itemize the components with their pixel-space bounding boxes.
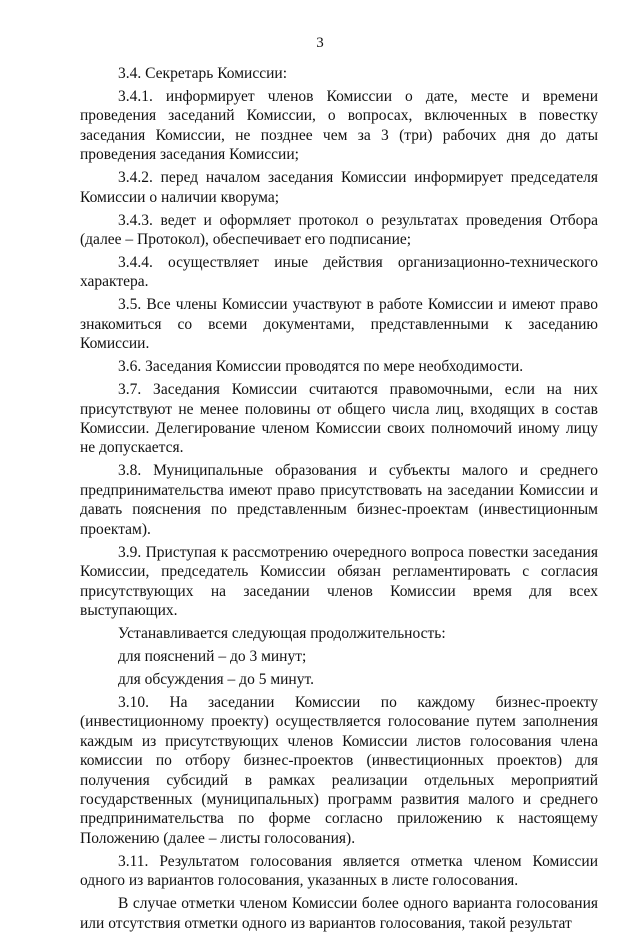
page-number: 3	[316, 35, 324, 51]
paragraph-duration-explanations: для пояснений – до 3 минут;	[118, 647, 307, 665]
paragraph-3-9: 3.9. Приступая к рассмотрению очередного вопроса повестки заседания Комиссии, председатель Комиссии обязан регламентировать с согласия присутствующих на заседании членов Комиссии время для всех выступающих.	[80, 543, 598, 619]
paragraph-3-11: 3.11. Результатом голосования является отметка членом Комиссии одного из вариантов голосования, указанных в листе голосования.	[80, 852, 598, 890]
paragraph-3-10: 3.10. На заседании Комиссии по каждому бизнес-проекту (инвестиционному проекту) осуществляется голосование путем заполнения каждым из присутствующих членов Комиссии листов голосования члена комиссии по отбору бизнес-проектов (инвестиционных проектов) для получения субсидий в рамках реализации отдельных мероприятий государственных (муниципальных) программ развития малого и среднего предпринимательства по форме согласно приложению к настоящему Положению (далее – листы голосования).	[80, 693, 598, 847]
paragraph-duration-discussion: для обсуждения – до 5 минут.	[118, 670, 314, 688]
paragraph-multiple-marks: В случае отметки членом Комиссии более одного варианта голосования или отсутствия отметки одного из вариантов голосования, такой результат	[80, 895, 598, 932]
paragraph-duration-intro: Устанавливается следующая продолжительность:	[118, 624, 446, 642]
paragraph-3-7: 3.7. Заседания Комиссии считаются правомочными, если на них присутствуют не менее половины от общего числа лиц, входящих в состав Комиссии. Делегирование членом Комиссии своих полномочий иному лицу не допускается.	[80, 381, 598, 457]
paragraph-3-4: 3.4. Секретарь Комиссии:	[118, 65, 288, 82]
document-body	[80, 64, 598, 933]
paragraph-3-4-3: 3.4.3. ведет и оформляет протокол о результатах проведения Отбора (далее – Протокол), обеспечивает его подписание;	[80, 211, 598, 249]
paragraph-3-4-2: 3.4.2. перед началом заседания Комиссии информирует председателя Комиссии о наличии кворума;	[80, 169, 598, 206]
paragraph-3-5: 3.5. Все члены Комиссии участвуют в работе Комиссии и имеют право знакомиться со всеми документами, представленными к заседанию Комиссии.	[80, 296, 598, 353]
paragraph-3-4-4: 3.4.4. осуществляет иные действия организационно-технического характера.	[80, 254, 598, 291]
paragraph-3-6: 3.6. Заседания Комиссии проводятся по мере необходимости.	[118, 358, 524, 376]
paragraph-3-8: 3.8. Муниципальные образования и субъекты малого и среднего предпринимательства имеют право присутствовать на заседании Комиссии и давать пояснения по представленным бизнес-проектам (инвестиционным проектам).	[80, 462, 598, 538]
paragraph-3-4-1: 3.4.1. информирует членов Комиссии о дате, месте и времени проведения заседаний Комиссии, о вопросах, включенных в повестку заседания Комиссии, не позднее чем за 3 (три) рабочих дня до даты проведения заседания Комиссии;	[80, 88, 598, 164]
